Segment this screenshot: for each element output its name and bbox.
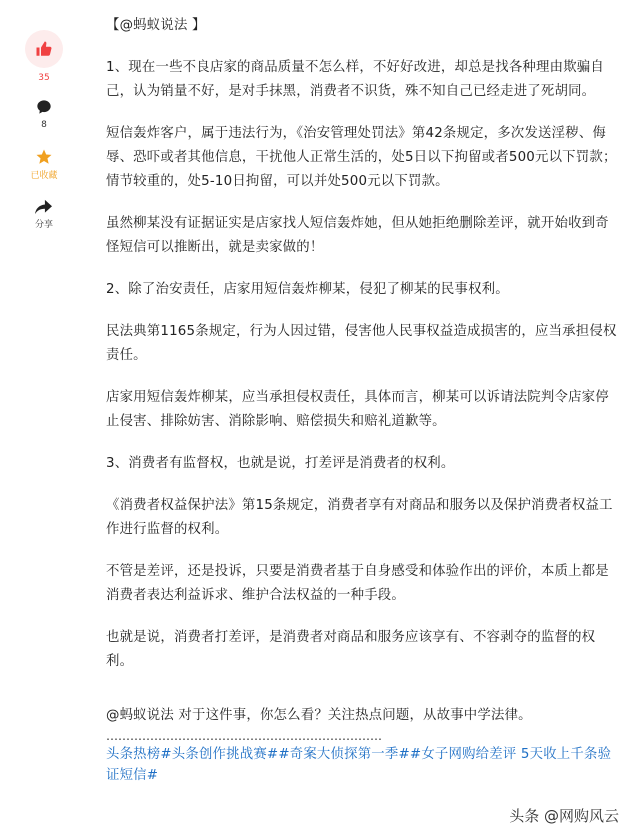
comment-button[interactable] bbox=[36, 99, 52, 130]
thumbs-up-icon bbox=[35, 40, 53, 58]
share-arrow-icon bbox=[35, 199, 52, 215]
article-paragraph: 也就是说，消费者打差评，是消费者对商品和服务应该享有、不容剥夺的监督的权利。 bbox=[106, 630, 596, 669]
article-paragraph: 短信轰炸客户，属于违法行为，《治安管理处罚法》第42条规定，多次发送淫秽、侮辱、恐吓或者其他信息，干扰他人正常生活的，处5日以下拘留或者500元以下罚款；情节较重的，处5-10日拘留，可以并处500元以下罚款。 bbox=[106, 126, 617, 189]
comment-count: 8 bbox=[41, 120, 47, 130]
article-paragraph: 不管是差评，还是投诉，只要是消费者基于自身感受和体验作出的评价，本质上都是消费者表达利益诉求、维护合法权益的一种手段。 bbox=[106, 564, 609, 603]
watermark-text: 头条 @网购风云 bbox=[509, 807, 619, 825]
article-paragraph: 《消费者权益保护法》第15条规定，消费者享有对商品和服务以及保护消费者权益工作进行监督的权利。 bbox=[106, 498, 613, 537]
article-paragraph: 店家用短信轰炸柳某，应当承担侵权责任，具体而言，柳某可以诉请法院判令店家停止侵害、排除妨害、消除影响、赔偿损失和赔礼道歉等。 bbox=[106, 390, 609, 429]
article-paragraph: 2、除了治安责任，店家用短信轰炸柳某，侵犯了柳某的民事权利。 bbox=[106, 282, 509, 297]
article-body bbox=[106, 14, 620, 786]
article-paragraph: 3、消费者有监督权，也就是说，打差评是消费者的权利。 bbox=[106, 456, 455, 471]
like-icon-circle bbox=[25, 30, 63, 68]
source-watermark bbox=[509, 805, 619, 826]
favorite-label: 已收藏 bbox=[30, 171, 58, 181]
like-count: 35 bbox=[38, 73, 50, 83]
article-outro: @蚂蚁说法 对于这件事，你怎么看？关注热点问题，从故事中学法律。 bbox=[106, 708, 532, 723]
share-button[interactable] bbox=[35, 199, 53, 230]
article-paragraph: 民法典第1165条规定，行为人因过错，侵害他人民事权益造成损害的，应当承担侵权责任。 bbox=[106, 324, 617, 363]
action-sidebar bbox=[22, 30, 66, 230]
article-paragraph: 1、现在一些不良店家的商品质量不怎么样，不好好改进，却总是找各种理由欺骗自己，认为销量不好，是对手抹黑，消费者不识货，殊不知自己已经走进了死胡同。 bbox=[106, 60, 604, 99]
favorite-button[interactable] bbox=[30, 148, 57, 181]
article-paragraph: 虽然柳某没有证据证实是店家找人短信轰炸她，但从她拒绝删除差评，就开始收到奇怪短信可以推断出，就是卖家做的！ bbox=[106, 216, 609, 255]
dotted-divider: …………………………………………………………… bbox=[106, 730, 382, 743]
hashtag-links[interactable]: 头条热榜#头条创作挑战赛##奇案大侦探第一季##女子网购给差评 5天收上千条验证短信# bbox=[106, 747, 612, 783]
author-tag: 【@蚂蚁说法 】 bbox=[106, 18, 206, 33]
share-label: 分享 bbox=[34, 220, 53, 230]
comment-icon bbox=[36, 99, 52, 115]
like-button[interactable] bbox=[25, 30, 63, 83]
star-icon bbox=[35, 148, 53, 166]
